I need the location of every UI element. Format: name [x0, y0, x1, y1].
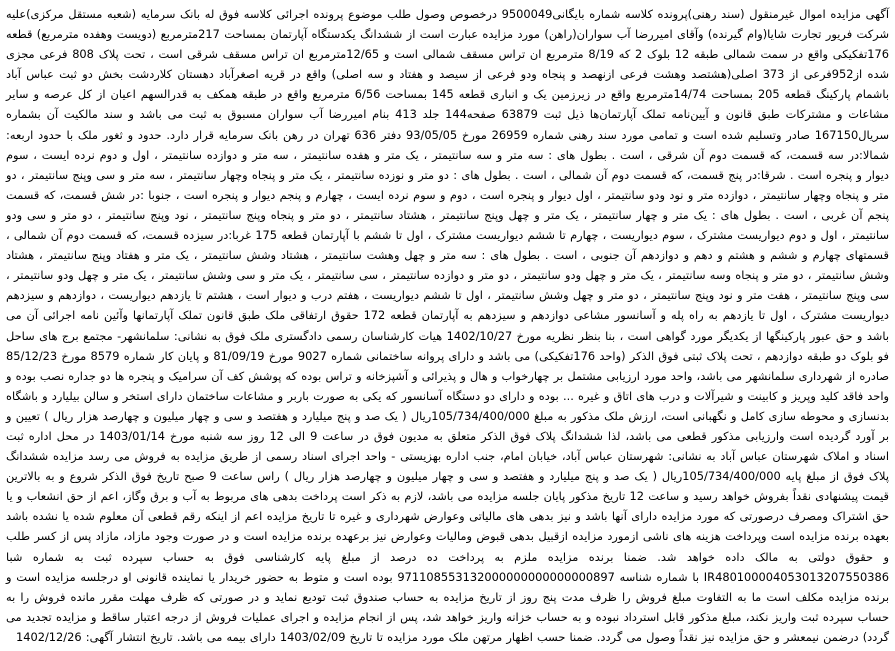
auction-notice-text: آگهی مزایده اموال غیرمنقول (سند رهنی)پرونده کلاسه شماره بایگانی9500049 درخصوص وصول طلب موضوع پرونده اجرائی کلاسه فوق له بانک سرمایه (شعبه مستقل مرکزی)علیه شرکت فریور تجارت شایا(وام گیرنده) وآقای امیررضا آب سواران(راهن) مورد مزایده عبارت است از ششدانگ یکدستگاه آپارتمان بمساحت 217مترمربع (دویست وهفده مترمربع) قطعه 176تفکیکی واقع در سمت شمالی طبقه 12 بلوک 2 که 8/19 مترمربع ان تراس مسقف شمالی است و 12/65مترمربع ان تراس مسقف شرقی است ، تحت پلاک 808 فرعی مجزی شده از952فرعی از 373 اصلی(هشتصد وهشت فرعی ازنهصد و پنجاه ودو فرعی از سیصد و هفتاد و سه اصلی) واقع در قریه اصغرآباد دهستان کلاردشت بخش دو ثبت عباس آباد باشمام پارکینگ قطعه 205 بمساحت 14/74مترمربع واقع در زیرزمین یک و انباری قطعه 145 بمساحت 6/56 مترمربع واقع در طبقه همکف به قدرالسهم اعیان از کل عرصه و سایر مشاعات و مشترکات طبق قانون و آیین‌نامه تملک آپارتمان‌ها ذیل ثبت 63879 صفحه144 جلد 413 بنام امیررضا آب سواران مسبوق به ثبت می باشد و سند مالکیت آن بشماره سریال167150 صادر وتسلیم شده است و تمامی مورد سند رهنی شماره 26959 مورخ 93/05/05 دفتر 636 تهران در رهن بانک سرمایه قرار دارد. حدود و ثغور ملک با حدود اربعه: شمالا:در سه قسمت، که قسمت دوم آن شرقی ، است . بطول های : سه متر و سه سانتیمتر ، یک متر و هفده سانتیمتر ، سه متر و دوازده سانتیمتر ، اول و دوم نرده ایست ، سوم دیوار و پنجره است . شرقا:در پنج قسمت، که قسمت دوم آن شمالی ، است . بطول های : دو متر و نوزده سانتیمتر ، یک متر و پنجاه وچهار سانتیمتر ، سه متر و سی وپنج سانتیمتر ، دو متر و پنجاه وچهار سانتیمتر ، دوازده متر و نود ودو سانتیمتر ، اول دیوار و پنجره است ، دوم و سوم نرده ایست ، چهارم و پنجم دیوار و پنجره است ، جنوبا :در شش قسمت، که قسمت پنجم آن غربی ، است . بطول های : یک متر و چهار سانتیمتر ، یک متر و چهل وپنج سانتیمتر ، هشتاد سانتیمتر ، دو متر و پنجاه وپنج سانتیمتر ، نود وپنج سانتیمتر ، دو متر و سی ودو سانتیمتر ، اول و دوم دیواریست مشترک ، سوم دیواریست ، چهارم تا ششم دیواریست مشترک ، اول تا ششم با آپارتمان قطعه 175 غربا:در سیزده قسمت، که قسمت دوم آن شمالی ، قسمتهای چهارم و ششم و هشتم و دهم و دوازدهم آن جنوبی ، است . بطول های : سه متر و چهل وهشت سانتیمتر ، هشتاد وشش سانتیمتر ، یک متر و هفتاد وپنج سانتیمتر ، هشتاد وشش سانتیمتر ، دو متر و پنجاه وسه سانتیمتر ، یک متر و چهل ودو سانتیمتر ، دو متر و دوازده سانتیمتر ، سی سانتیمتر ، یک متر و سی وشش سانتیمتر ، یک متر و چهل ودو سانتیمتر ، سی وپنج سانتیمتر ، هفت متر و نود وپنج سانتیمتر ، دو متر و چهل وشش سانتیمتر ، اول تا ششم دیواریست ، هفتم درب و دیوار است ، هشتم تا یازدهم دیواریست ، دوازدهم و سیزدهم دیواریست مشترک ، اول تا یازدهم به راه پله و آسانسور مشاعی دوازدهم و سیزدهم به آپارتمان قطعه 172 حقوق ارتفاقی ملک طبق قانون تملک آپارتمانها وآئین نامه اجرائی آن می باشد و حق عبور پارکینگها از یکدیگر مورد گواهی است ، بنا بنظر نظریه مورخ 1402/10/27 هیات کارشناسان رسمی دادگستری ملک فوق به نشانی: سلمانشهر- مجتمع برج های ساحل فو بلوک دو طبقه دوازدهم ، تحت پلاک ثبتی فوق الذکر (واحد 176تفکیکی) می باشد و دارای پروانه ساختمانی شماره 9027 مورخ 81/09/19 و پایان کار شماره 8579 مورخ 85/12/23 صادره از شهرداری سلمانشهر می باشد، واحد مورد ارزیابی مشتمل بر چهارخواب و هال و پذیرائی و آشپزخانه و تراس بوده که پوشش کف آن سرامیک و پنجره ها دو جداره نصب بوده و واحد فاقد کلید وپریز و کابینت و شیرآلات و درب های اتاق و غیره ... بوده و دارای دو دستگاه آسانسور که یکی به صورت باربر و مشاعات ساختمان دارای استخر و سالن بیلیارد و باشگاه بدنسازی و محوطه سازی کامل و نگهبانی است، ارزش ملک مذکور به مبلغ 105/734/400/000ریال ( یک صد و پنج میلیارد و هفتصد و سی و چهار میلیون و چهارصد هزار ریال ) تعیین و بر آورد گردیده است وارزیابی مذکور قطعی می باشد، لذا ششدانگ پلاک فوق الذکر متعلق به مدیون فوق در ساعت 9 الی 12 روز سه شنبه مورخ 1403/01/14 در محل اداره ثبت اسناد و املاک شهرستان عباس آباد به نشانی: شهرستان عباس آباد، خیابان امام، جنب اداره بهزیستی - واحد اجرای اسناد رسمی از طریق مزایده به فروش می رسد مزایده ششدانگ پلاک فوق از مبلغ پایه 105/734/400/000ریال ( یک صد و پنج میلیارد و هفتصد و سی و چهار میلیون و چهارصد هزار ریال ) راس ساعت 9 صبح تاریخ فوق الذکر شروع و به بالاترین قیمت پیشنهادی نقداً بفروش خواهد رسید و ساعت 12 تاریخ مذکور پایان جلسه مزایده می باشد، لازم به ذکر است پرداخت بدهی های مربوط به آب و برق وگاز، اعم از حق انشعاب و یا حق اشتراک ومصرف درصورتی که مورد مزایده دارای آنها باشد و نیز بدهی های مالیاتی وعوارض شهرداری و غیره تا تاریخ مزایده اعم از اینکه رقم قطعی آن معلوم شده یا نشده باشد بعهده برنده مزایده است وپرداخت هزینه های ناشی ازمورد مزایده ازقبیل بدهی قبوض ومالیات وعوارض نیز برعهده برنده مزایده است و در صورت وجود مازاد، مازاد پس از کسر طلب و حقوق دولتی به مالک داده خواهد شد. ضمنا برنده مزایده ملزم به پرداخت ده درصد از مبلغ پایه کارشناسی فوق به حساب سپرده ثبت به شماره شبا IR480100004053013207550386 با شماره شناسه 971108553132000000000000000897 بوده است و متوط به حضور خریدار یا نماینده قانونی او درجلسه مزایده است و برنده مزایده مکلف است ما به التفاوت مبلغ فروش را ظرف مدت پنج روز از تاریخ مزایده به حساب صندوق ثبت تودیع نماید و در صورتی که ظرف مهلت مقرر مانده فروش را به حساب سپرده ثبت واریز نکند، مبلغ مذکور قابل استرداد نبوده و به حساب خزانه واریز خواهد شد، پس از انجام مزایده و اجرای عملیات فروش از درجه اعتبار ساقط و مزایده تجدید می گردد) درضمن نیمعشر و حق مزایده نیز نقداً وصول می گردد. ضمنا حسب اظهار مرتهن ملک مورد مزایده تا تاریخ 1403/02/09 دارای بیمه می باشد. تاریخ انتشار آگهی: 1402/12/26 [6, 7, 890, 644]
